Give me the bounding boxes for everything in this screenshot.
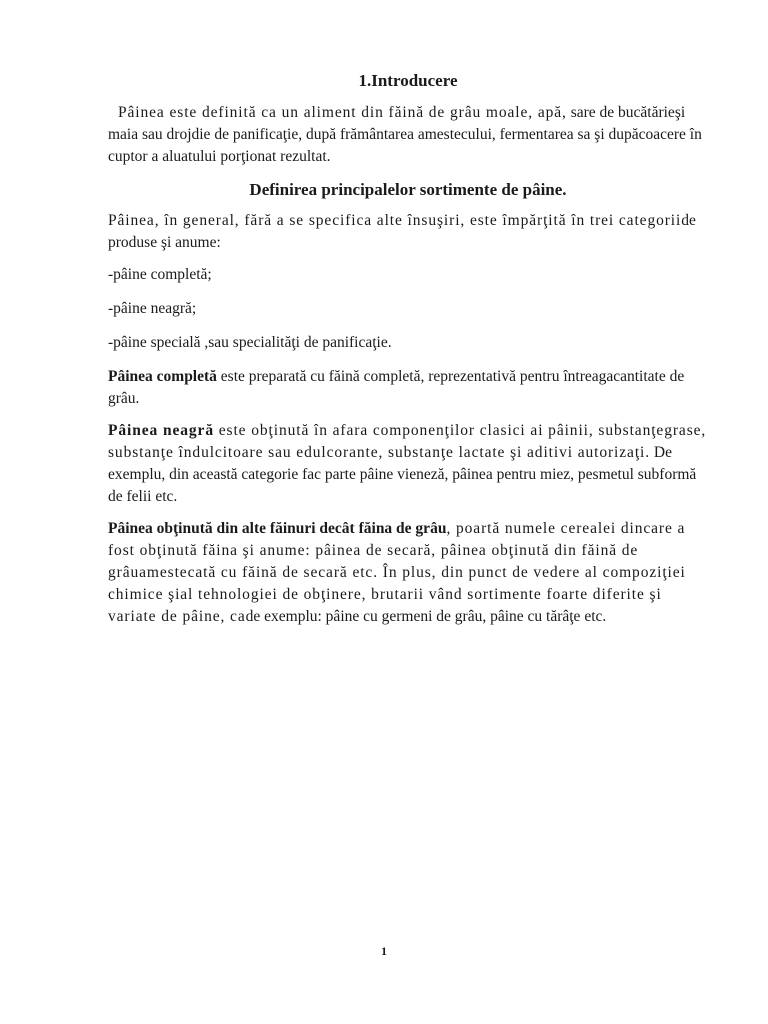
list-item-complete: -pâine completă; xyxy=(108,266,212,283)
complete-bread-term: Pâinea completă xyxy=(108,368,217,385)
complete-bread-text: este preparată cu făină completă, reprezentativă pentru întreagacantitate de grâu. xyxy=(108,368,685,407)
black-bread-term: Pâinea neagră xyxy=(108,422,214,439)
black-bread-text2: De exemplu, din această categorie fac parte pâine vieneză, pâinea pentru miez, pesmetul subformă de felii etc. xyxy=(108,444,697,505)
general-text-part1: Pâinea, în general, fără a se specifica alte însuşiri, este împărţită în trei categorii xyxy=(108,212,682,229)
list-item-black: -pâine neagră; xyxy=(108,300,197,317)
black-bread-paragraph xyxy=(108,420,708,508)
subsection-heading: Definirea principalelor sortimente de pâine. xyxy=(249,180,567,199)
intro-text-part2: sare de bucătărieşi maia sau drojdie de panificaţie, după frământarea amestecului, fermentarea sa şi dupăcoacere în cuptor a aluatului porţionat rezultat. xyxy=(108,104,702,165)
intro-text-part1: Pâinea este definită ca un aliment din făină de grâu moale, apă, xyxy=(118,104,567,121)
general-text-part2: de produse şi anume: xyxy=(108,212,696,251)
other-flour-text2: de exemplu: pâine cu germeni de grâu, pâine cu tărâţe etc. xyxy=(245,608,607,625)
page-number: 1 xyxy=(381,944,387,958)
general-paragraph xyxy=(108,210,708,254)
other-flour-term: Pâinea obţinută din alte făinuri decât făina de grâu xyxy=(108,520,447,537)
intro-paragraph xyxy=(108,102,708,168)
section-heading: 1.Introducere xyxy=(358,71,458,90)
other-flour-text1: , poartă numele cerealei dincare a fost obţinută făina şi anume: pâinea de secară, pâinea obţinută din făină de grâuamestecată cu făină de secară etc. În plus, din punct de vedere al compoziţiei chimice şial tehnologiei de obţinere, brutarii vând sortimente foarte diferite şi variate de pâine, ca xyxy=(108,520,686,625)
black-bread-text1: este obţinută în afara componenţilor clasici ai pâinii, substanţegrase, substanţe îndulcitoare sau edulcorante, substanţe lactate şi aditivi autorizaţi. xyxy=(108,422,707,461)
complete-bread-paragraph xyxy=(108,366,708,410)
list-item-special: -pâine specială ,sau specialităţi de panificaţie. xyxy=(108,334,392,351)
other-flour-paragraph xyxy=(108,518,708,628)
